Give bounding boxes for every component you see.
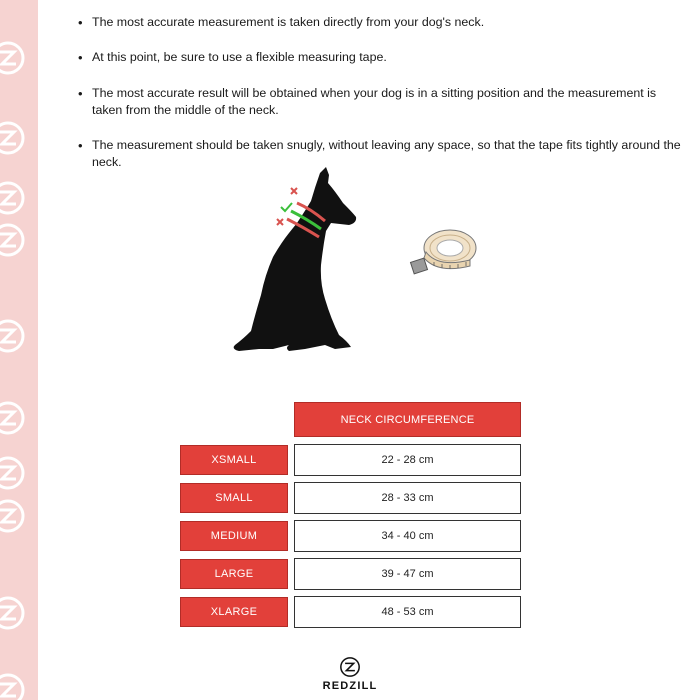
check-mark-icon (281, 203, 292, 211)
redzill-logo-icon (0, 318, 26, 354)
instruction-item: • At this point, be sure to use a flexible measuring tape. (78, 49, 686, 66)
redzill-logo-icon (339, 656, 361, 678)
size-label: MEDIUM (180, 521, 288, 551)
size-label: XLARGE (180, 597, 288, 627)
size-label: XSMALL (180, 445, 288, 475)
size-range: 34 - 40 cm (294, 520, 521, 552)
instruction-item: • The most accurate result will be obtained when your dog is in a sitting position and the measurement is taken from the middle of the neck. (78, 85, 686, 119)
redzill-logo-icon (0, 498, 26, 534)
redzill-logo-icon (0, 595, 26, 631)
size-range: 28 - 33 cm (294, 482, 521, 514)
redzill-logo-icon (0, 180, 26, 216)
redzill-logo-icon (0, 40, 26, 76)
cross-mark-icon (291, 188, 297, 194)
size-label: LARGE (180, 559, 288, 589)
redzill-logo-icon (0, 120, 26, 156)
redzill-logo-icon (0, 400, 26, 436)
cross-mark-icon (277, 219, 283, 225)
redzill-logo-icon (0, 672, 26, 700)
size-label: SMALL (180, 483, 288, 513)
dog-silhouette (234, 167, 356, 351)
instruction-item: • The measurement should be taken snugly, without leaving any space, so that the tape fits tightly around the neck. (78, 137, 686, 171)
size-range: 39 - 47 cm (294, 558, 521, 590)
decorative-side-strip (0, 0, 38, 700)
brand-footer (300, 656, 400, 692)
redzill-logo-icon (0, 222, 26, 258)
size-range: 48 - 53 cm (294, 596, 521, 628)
dog-measurement-illustration (225, 165, 365, 360)
neck-size-table (180, 402, 522, 632)
redzill-logo-icon (0, 455, 26, 491)
measuring-tape-icon (408, 222, 480, 280)
instruction-item: • The most accurate measurement is taken directly from your dog's neck. (78, 14, 686, 31)
measurement-instructions (78, 14, 686, 189)
brand-name: REDZILL (322, 680, 378, 692)
table-header: NECK CIRCUMFERENCE (294, 402, 521, 437)
size-range: 22 - 28 cm (294, 444, 521, 476)
